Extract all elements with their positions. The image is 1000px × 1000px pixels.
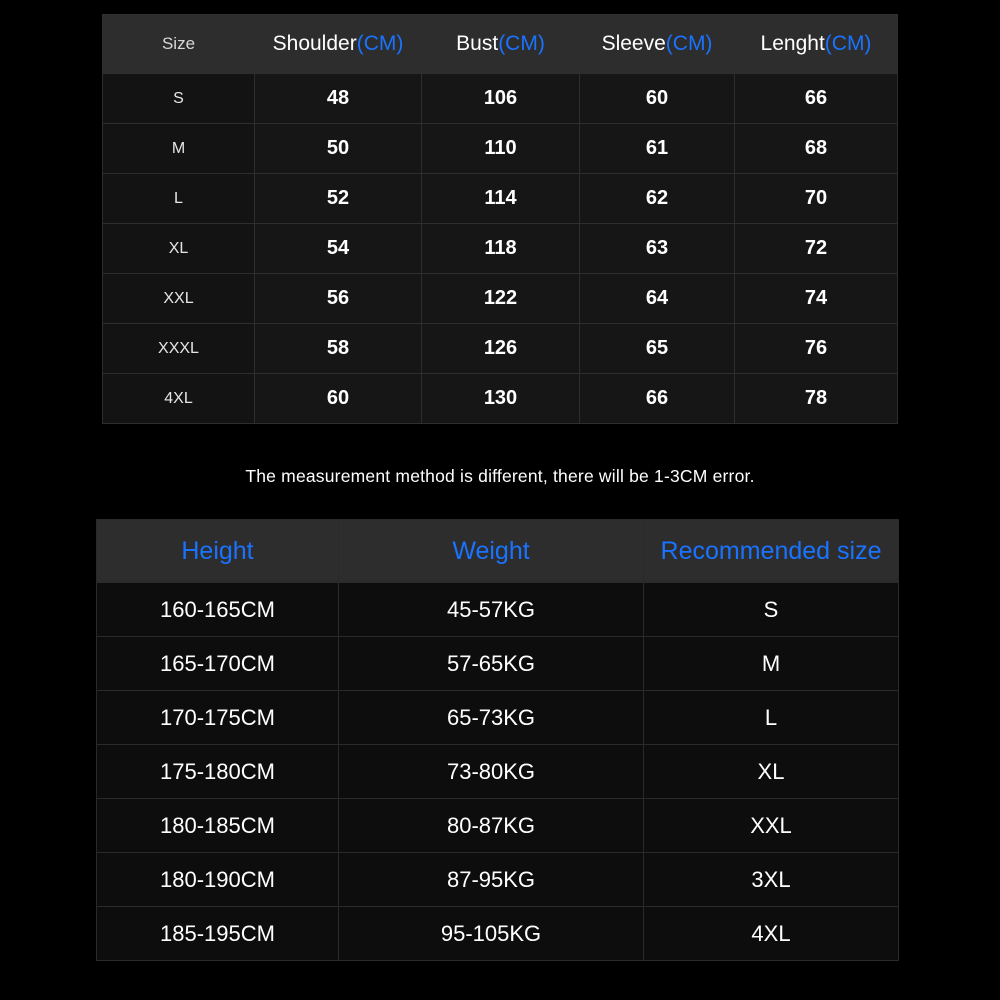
column-header-bust: Bust(CM) — [422, 15, 580, 74]
cell-recommended-size: 4XL — [644, 907, 899, 961]
cell-recommended-size: 3XL — [644, 853, 899, 907]
cell-recommended-size: S — [644, 583, 899, 637]
cell-height: 180-190CM — [97, 853, 339, 907]
cell-bust: 118 — [422, 224, 580, 274]
cell-size: XXL — [103, 274, 255, 324]
column-header-size: Size — [103, 15, 255, 74]
cell-bust: 114 — [422, 174, 580, 224]
column-header-height: Height — [97, 520, 339, 583]
cell-bust: 106 — [422, 74, 580, 124]
cell-weight: 95-105KG — [339, 907, 644, 961]
cell-size: S — [103, 74, 255, 124]
cell-weight: 65-73KG — [339, 691, 644, 745]
cell-sleeve: 61 — [580, 124, 735, 174]
recommended-size-table — [96, 519, 898, 961]
cell-size: L — [103, 174, 255, 224]
cell-height: 180-185CM — [97, 799, 339, 853]
cell-weight: 57-65KG — [339, 637, 644, 691]
table-row — [97, 799, 899, 853]
table-row — [97, 853, 899, 907]
column-header-sleeve: Sleeve(CM) — [580, 15, 735, 74]
cell-sleeve: 60 — [580, 74, 735, 124]
cell-shoulder: 50 — [255, 124, 422, 174]
table-row — [97, 907, 899, 961]
column-header-length: Lenght(CM) — [735, 15, 898, 74]
cell-height: 185-195CM — [97, 907, 339, 961]
cell-shoulder: 48 — [255, 74, 422, 124]
unit-label: (CM) — [356, 32, 404, 55]
cell-shoulder: 56 — [255, 274, 422, 324]
table-row — [97, 745, 899, 799]
measurement-note: The measurement method is different, there will be 1-3CM error. — [245, 466, 755, 486]
cell-length: 74 — [735, 274, 898, 324]
cell-length: 78 — [735, 374, 898, 424]
cell-sleeve: 65 — [580, 324, 735, 374]
cell-sleeve: 66 — [580, 374, 735, 424]
table-row — [97, 691, 899, 745]
table-row — [103, 174, 898, 224]
table-row — [103, 324, 898, 374]
cell-size: M — [103, 124, 255, 174]
column-header-shoulder: Shoulder(CM) — [255, 15, 422, 74]
cell-weight: 80-87KG — [339, 799, 644, 853]
table-row — [103, 274, 898, 324]
cell-bust: 110 — [422, 124, 580, 174]
table-row — [103, 374, 898, 424]
cell-length: 76 — [735, 324, 898, 374]
cell-bust: 126 — [422, 324, 580, 374]
cell-length: 72 — [735, 224, 898, 274]
cell-recommended-size: M — [644, 637, 899, 691]
cell-bust: 122 — [422, 274, 580, 324]
table-header-row — [103, 15, 898, 74]
size-measurement-table — [102, 14, 897, 424]
cell-sleeve: 62 — [580, 174, 735, 224]
table-row — [103, 74, 898, 124]
cell-size: 4XL — [103, 374, 255, 424]
cell-weight: 73-80KG — [339, 745, 644, 799]
unit-label: (CM) — [665, 32, 713, 55]
table-row — [103, 124, 898, 174]
unit-label: (CM) — [824, 32, 872, 55]
cell-shoulder: 60 — [255, 374, 422, 424]
column-header-weight: Weight — [339, 520, 644, 583]
column-header-recommended-size: Recommended size — [644, 520, 899, 583]
table-row — [97, 637, 899, 691]
cell-shoulder: 58 — [255, 324, 422, 374]
cell-size: XXXL — [103, 324, 255, 374]
cell-height: 170-175CM — [97, 691, 339, 745]
cell-sleeve: 63 — [580, 224, 735, 274]
cell-height: 160-165CM — [97, 583, 339, 637]
cell-bust: 130 — [422, 374, 580, 424]
cell-shoulder: 52 — [255, 174, 422, 224]
cell-sleeve: 64 — [580, 274, 735, 324]
cell-recommended-size: L — [644, 691, 899, 745]
table-row — [97, 583, 899, 637]
unit-label: (CM) — [498, 32, 545, 55]
cell-weight: 87-95KG — [339, 853, 644, 907]
cell-weight: 45-57KG — [339, 583, 644, 637]
cell-recommended-size: XL — [644, 745, 899, 799]
cell-height: 165-170CM — [97, 637, 339, 691]
table-header-row — [97, 520, 899, 583]
cell-height: 175-180CM — [97, 745, 339, 799]
cell-length: 70 — [735, 174, 898, 224]
cell-size: XL — [103, 224, 255, 274]
cell-shoulder: 54 — [255, 224, 422, 274]
cell-recommended-size: XXL — [644, 799, 899, 853]
table-row — [103, 224, 898, 274]
cell-length: 68 — [735, 124, 898, 174]
cell-length: 66 — [735, 74, 898, 124]
